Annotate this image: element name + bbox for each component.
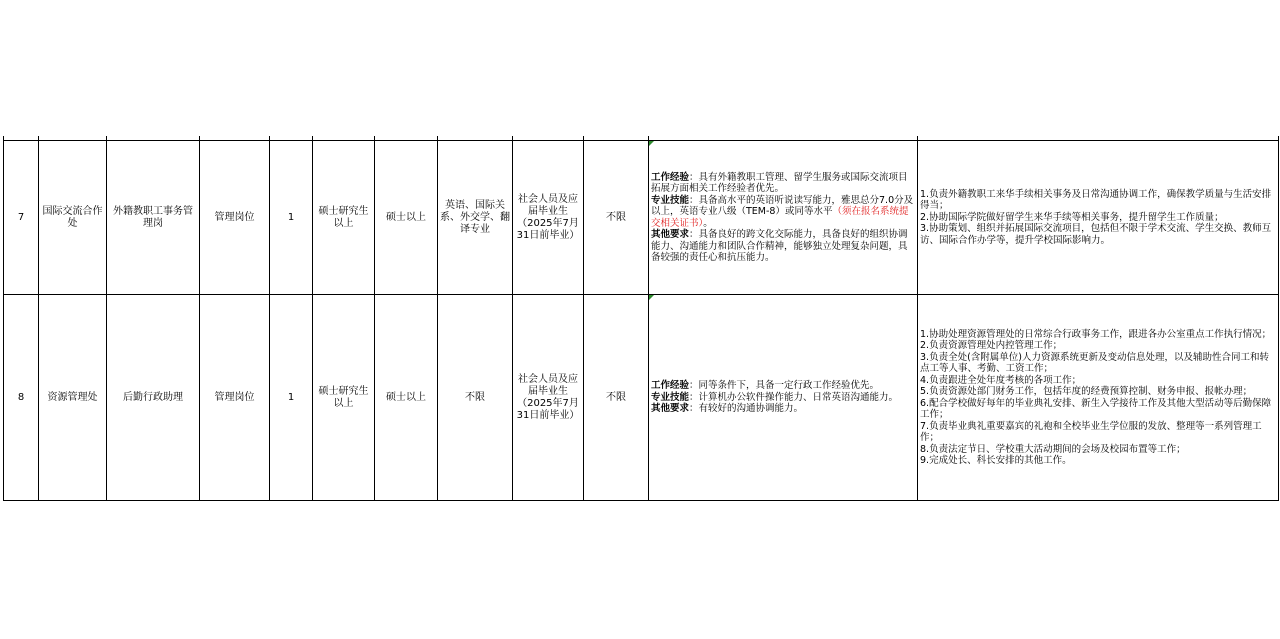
duty-item: 2.负责资源管理处内控管理工作； — [920, 340, 1063, 351]
other-text: ：具备良好的跨文化交际能力，具备良好的组织协调能力、沟通能力和团队合作精神，能够独立处理复杂问题，具备较强的责任心和抗压能力。 — [651, 229, 908, 263]
duty-item: 8.负责法定节日、学校重大活动期间的会场及校园布置等工作； — [920, 443, 1186, 455]
source-cell: 社会人员及应届毕业生（2025年7月31日前毕业） — [513, 141, 584, 295]
requirements-cell — [649, 141, 918, 295]
count-cell: 1 — [270, 141, 313, 295]
department-cell: 国际交流合作处 — [39, 141, 107, 295]
table-row — [4, 141, 1279, 295]
major-cell: 不限 — [438, 295, 513, 501]
duty-item: 9.完成处长、科长安排的其他工作。 — [920, 455, 1072, 466]
skill-end: 。 — [703, 217, 713, 229]
duties-cell — [918, 141, 1279, 295]
duty-item: 3.协助策划、组织并拓展国际交流项目，包括但不限于学术交流、学生交换、教师互访、国际合作办学等，提升学校国际影响力。 — [920, 223, 1272, 246]
seq-cell: 8 — [4, 295, 39, 501]
other-cell: 不限 — [584, 141, 649, 295]
duty-item: 1.负责外籍教职工来华手续相关事务及日常沟通协调工作，确保教学质量与生活安排得当； — [920, 188, 1272, 212]
duty-item: 2.协助国际学院做好留学生来华手续等相关事务，提升留学生工作质量； — [920, 211, 1224, 223]
source-cell: 社会人员及应届毕业生（2025年7月31日前毕业） — [513, 295, 584, 501]
table-row — [4, 295, 1279, 501]
duty-item: 7.负责毕业典礼重要嘉宾的礼袍和全校毕业生学位服的发放、整理等一系列管理工作； — [920, 420, 1262, 443]
degree-cell: 硕士以上 — [375, 295, 438, 501]
duty-item: 5.负责资源处部门财务工作，包括年度的经费预算控制、财务申报、报帐办理； — [920, 386, 1253, 397]
exp-label: 工作经验 — [651, 171, 690, 183]
exp-label: 工作经验 — [651, 380, 690, 392]
requirements-cell — [649, 295, 918, 501]
comment-marker — [649, 141, 654, 146]
other-text: ：有较好的沟通协调能力。 — [689, 403, 804, 415]
duties-cell — [918, 295, 1279, 501]
other-label: 其他要求 — [651, 403, 690, 415]
count-cell: 1 — [270, 295, 313, 501]
degree-cell: 硕士以上 — [375, 141, 438, 295]
department-cell: 资源管理处 — [39, 295, 107, 501]
duty-item: 6.配合学校做好每年的毕业典礼安排、新生入学接待工作及其他大型活动等后勤保障工作； — [920, 397, 1272, 420]
other-cell: 不限 — [584, 295, 649, 501]
category-cell: 管理岗位 — [200, 141, 270, 295]
education-cell: 硕士研究生以上 — [313, 141, 375, 295]
skill-label: 专业技能 — [651, 391, 690, 403]
duty-item: 3.负责全处(含附属单位)人力资源系统更新及变动信息处理，以及辅助性合同工和转点工等人事、考勤、工资工作； — [920, 351, 1269, 374]
position-cell: 外籍教职工事务管理岗 — [107, 141, 200, 295]
exp-text: ：具有外籍教职工管理、留学生服务或国际交流项目拓展方面相关工作经验者优先。 — [651, 171, 908, 194]
seq-cell: 7 — [4, 141, 39, 295]
recruitment-table — [3, 136, 1279, 501]
major-cell: 英语、国际关系、外交学、翻译专业 — [438, 141, 513, 295]
exp-text: ：同等条件下，具备一定行政工作经验优先。 — [689, 380, 880, 392]
skill-note-red: （须在报名系统提交相关证书） — [651, 206, 909, 229]
skill-text: ：具备高水平的英语听说读写能力，雅思总分7.0分及以上，英语专业八级（TEM-8）或同等水平 — [651, 194, 914, 217]
education-cell: 硕士研究生以上 — [313, 295, 375, 501]
duty-item: 4.负责跟进全处年度考核的各项工作； — [920, 374, 1082, 386]
other-label: 其他要求 — [651, 229, 690, 240]
duty-item: 1.协助处理资源管理处的日常综合行政事务工作，跟进各办公室重点工作执行情况； — [920, 328, 1272, 340]
skill-label: 专业技能 — [651, 194, 690, 206]
category-cell: 管理岗位 — [200, 295, 270, 501]
skill-text: ：计算机办公软件操作能力、日常英语沟通能力。 — [689, 391, 899, 403]
position-cell: 后勤行政助理 — [107, 295, 200, 501]
comment-marker — [649, 295, 654, 300]
